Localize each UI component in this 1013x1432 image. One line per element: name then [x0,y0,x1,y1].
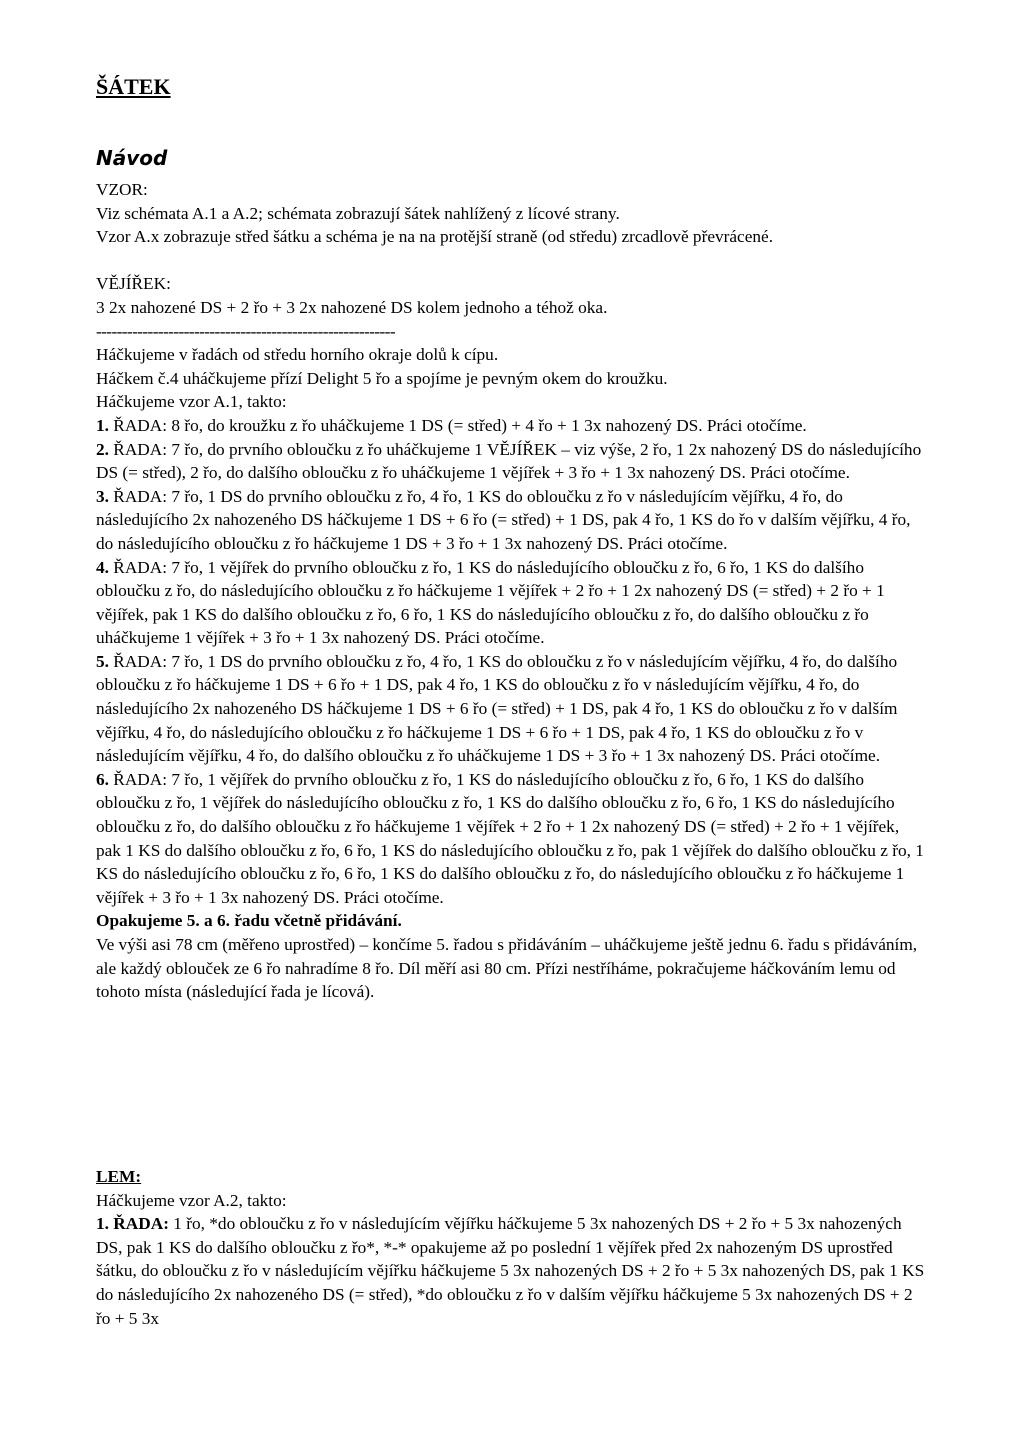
intro-line-1: Háčkujeme v řadách od středu horního okraje dolů k cípu. [96,345,499,365]
row-text: ŘADA: 7 řo, 1 vějířek do prvního obloučku z řo, 1 KS do následujícího obloučku z řo, 6 řo, 1 KS do dalšího obloučku z řo, do následujícího obloučku z řo háčkujeme 1 vějířek + 2 řo + 1 2x nahozený DS (= střed) + 2 řo + 1 vějířek, pak 1 KS do dalšího obloučku z řo, 6 řo, 1 KS do následujícího obloučku z řo, do dalšího obloučku z řo uháčkujeme 1 vějířek + 3 řo + 1 3x nahozený DS. Práci otočíme. [96,557,885,648]
repeat-paragraph: Ve výši asi 78 cm (měřeno uprostřed) – končíme 5. řadou s přidáváním – uháčkujeme ještě jednu 6. řadu s přidáváním, ale každý oblouček ze 6 řo nahradíme 8 řo. Díl měří asi 80 cm. Přízi nestříháme, pokračujeme háčkováním lemu od tohoto místa (následující řada je lícová). [96,935,918,1002]
row-paragraph-1 [96,414,926,438]
lem-section [96,1165,926,1330]
row-paragraph-4 [96,556,926,650]
vzor-line-2: Vzor A.x zobrazuje střed šátku a schéma je na na protější straně (od středu) zrcadlově převrácené. [96,227,774,247]
lem-intro: Háčkujeme vzor A.2, takto: [96,1190,287,1210]
row-text: ŘADA: 7 řo, 1 vějířek do prvního obloučku z řo, 1 KS do následujícího obloučku z řo, 6 řo, 1 KS do dalšího obloučku z řo, 1 vějířek do následujícího obloučku z řo, 1 KS do dalšího obloučku z řo, 6 řo, 1 KS do následujícího obloučku z řo, do dalšího obloučku z řo háčkujeme 1 vějířek + 2 řo + 1 2x nahozený DS (= střed) + 2 řo + 1 vějířek, pak 1 KS do dalšího obloučku z řo, 6 řo, 1 KS do následujícího obloučku z řo, pak 1 vějířek do dalšího obloučku z řo, 1 KS do následujícího obloučku z řo, 6 řo, 1 KS do dalšího obloučku z řo, do následujícího obloučku z řo háčkujeme 1 vějířek + 3 řo + 1 3x nahozený DS. Práci otočíme. [96,769,924,907]
vejirek-line-1: 3 2x nahozené DS + 2 řo + 3 2x nahozené DS kolem jednoho a téhož oka. [96,297,608,317]
row-number: 5. [96,651,109,671]
row-number: 1. [96,415,109,435]
row-number: 3. [96,486,109,506]
intro-line-2: Háčkem č.4 uháčkujeme přízí Delight 5 řo a spojíme je pevným okem do kroužku. [96,368,668,388]
row-number: 1. ŘADA: [96,1214,169,1234]
row-text: ŘADA: 7 řo, 1 DS do prvního obloučku z řo, 4 řo, 1 KS do obloučku z řo v následujícím vějířku, 4 řo, do následujícího 2x nahozeného DS háčkujeme 1 DS + 6 řo (= střed) + 1 DS, pak 4 řo, 1 KS do řo v dalším vějířku, 4 řo, do následujícího obloučku z řo háčkujeme 1 DS + 3 řo + 1 3x nahozený DS. Práci otočíme. [96,486,911,553]
lem-row-paragraph-1 [96,1212,926,1330]
instructions-body [96,178,926,1004]
row-paragraph-3 [96,485,926,556]
lem-heading: LEM: [96,1167,142,1186]
row-text: ŘADA: 7 řo, 1 DS do prvního obloučku z řo, 4 řo, 1 KS do obloučku z řo v následujícím vějířku, 4 řo, do dalšího obloučku z řo háčkujeme 1 DS + 6 řo + 1 DS, pak 4 řo, 1 KS do obloučku z řo v následujícím vějířku, 4 řo, do následujícího 2x nahozeného DS háčkujeme 1 DS + 6 řo (= střed) + 1 DS, pak 4 řo, 1 KS do obloučku z řo v dalším vějířku, 4 řo, do následujícího obloučku z řo háčkujeme 1 DS + 6 řo + 1 DS, pak 4 řo, 1 KS do obloučku z řo v následujícím vějířku, 4 řo, do dalšího obloučku z řo uháčkujeme 1 DS + 3 řo + 1 3x nahozený DS. Práci otočíme. [96,651,898,766]
repeat-instruction: Opakujeme 5. a 6. řadu včetně přidávání. [96,911,402,931]
row-paragraph-6 [96,768,926,910]
divider-line: ---------------------------------------------------------- [96,321,395,341]
row-text: ŘADA: 7 řo, do prvního obloučku z řo uháčkujeme 1 VĚJÍŘEK – viz výše, 2 řo, 1 2x nahozený DS do následujícího DS (= střed), 2 řo, do dalšího obloučku z řo uháčkujeme 1 vějířek + 3 řo + 1 3x nahozený DS. Práci otočíme. [96,439,922,483]
spacer [96,249,926,273]
vejirek-heading: VĚJÍŘEK: [96,274,171,294]
row-number: 4. [96,557,109,577]
row-text: ŘADA: 8 řo, do kroužku z řo uháčkujeme 1 DS (= střed) + 4 řo + 1 3x nahozený DS. Práci otočíme. [108,415,807,435]
vzor-heading: VZOR: [96,180,148,199]
row-number: 2. [96,439,109,459]
document-title: ŠÁTEK [96,74,171,99]
row-paragraph-2 [96,438,926,485]
intro-line-3: Háčkujeme vzor A.1, takto: [96,392,287,412]
document-subtitle: Návod [96,146,168,170]
vzor-line-1: Viz schémata A.1 a A.2; schémata zobrazují šátek nahlížený z lícové strany. [96,203,620,223]
row-paragraph-5 [96,650,926,768]
row-text: 1 řo, *do obloučku z řo v následujícím vějířku háčkujeme 5 3x nahozených DS + 2 řo + 5 3x nahozených DS, pak 1 KS do dalšího obloučku z řo*, *-* opakujeme až po poslední 1 vějířek před 2x nahozeným DS uprostřed šátku, do obloučku z řo v následujícím vějířku háčkujeme 5 3x nahozených DS + 2 řo + 5 3x nahozených DS, pak 1 KS do následujícího 2x nahozeného DS (= střed), *do obloučku z řo v dalším vějířku háčkujeme 5 3x nahozených DS + 2 řo + 5 3x [96,1214,925,1328]
row-number: 6. [96,769,109,789]
